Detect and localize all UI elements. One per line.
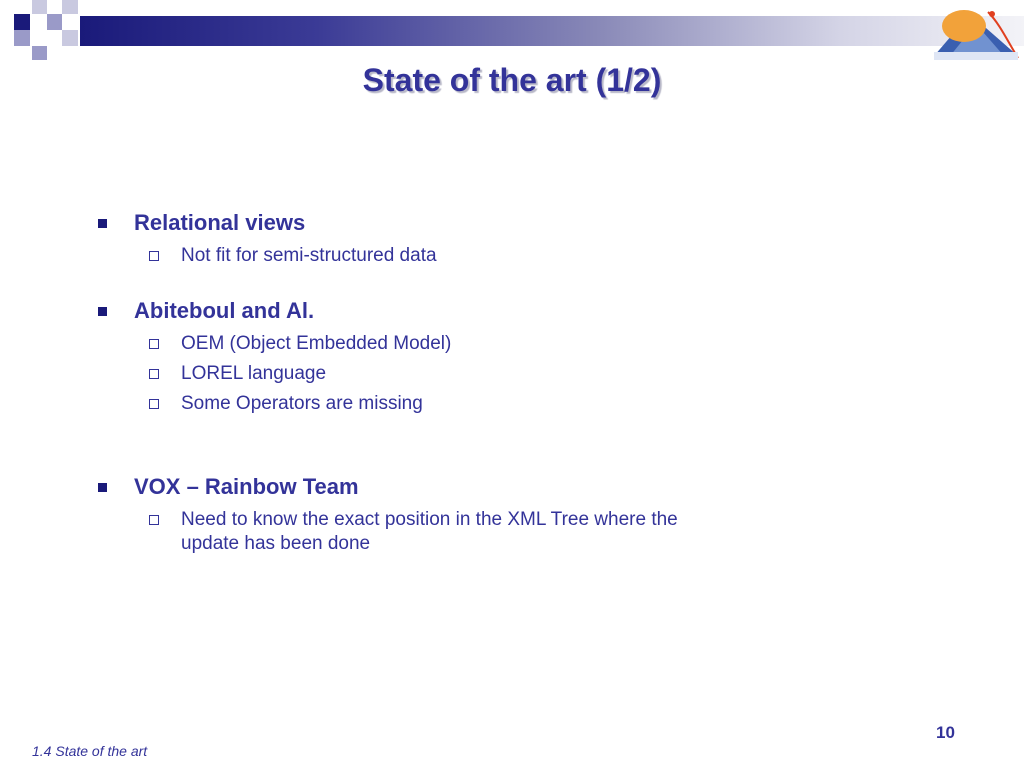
list-item xyxy=(96,332,816,356)
header-gradient-bar xyxy=(80,16,1024,46)
decorative-squares xyxy=(0,0,80,64)
decor-square xyxy=(32,46,47,60)
hollow-square-icon xyxy=(149,515,159,525)
decor-square xyxy=(62,30,78,46)
decor-square xyxy=(14,14,30,30)
footer-section-label: 1.4 State of the art xyxy=(32,743,148,759)
bullet-list xyxy=(96,208,816,556)
square-bullet-icon xyxy=(98,483,107,492)
list-item xyxy=(96,392,816,416)
eis-logo-icon xyxy=(930,2,1022,62)
hollow-square-icon xyxy=(149,369,159,379)
list-item-text: Not fit for semi-structured data xyxy=(181,245,437,266)
list-item-text: Need to know the exact position in the XML Tree where the update has been done xyxy=(181,509,678,554)
list-item xyxy=(96,508,741,556)
section-heading-text: Relational views xyxy=(134,210,306,235)
slide-title: State of the art (1/2) xyxy=(362,62,662,98)
list-item-text: Some Operators are missing xyxy=(181,393,423,414)
list-item-text: OEM (Object Embedded Model) xyxy=(181,333,452,354)
decor-square xyxy=(47,14,62,30)
square-bullet-icon xyxy=(98,307,107,316)
section-heading xyxy=(96,296,816,326)
page-number: 10 xyxy=(936,723,955,742)
list-item xyxy=(96,362,816,386)
hollow-square-icon xyxy=(149,251,159,261)
hollow-square-icon xyxy=(149,339,159,349)
hollow-square-icon xyxy=(149,399,159,409)
list-item-text: LOREL language xyxy=(181,363,327,384)
list-item xyxy=(96,244,816,268)
decor-square xyxy=(14,30,30,46)
square-bullet-icon xyxy=(98,219,107,228)
section-heading-text: VOX – Rainbow Team xyxy=(134,474,359,499)
section-heading xyxy=(96,208,816,238)
decor-square xyxy=(32,0,47,14)
decor-square xyxy=(62,0,78,14)
section-heading xyxy=(96,472,816,502)
section-heading-text: Abiteboul and Al. xyxy=(134,298,315,323)
